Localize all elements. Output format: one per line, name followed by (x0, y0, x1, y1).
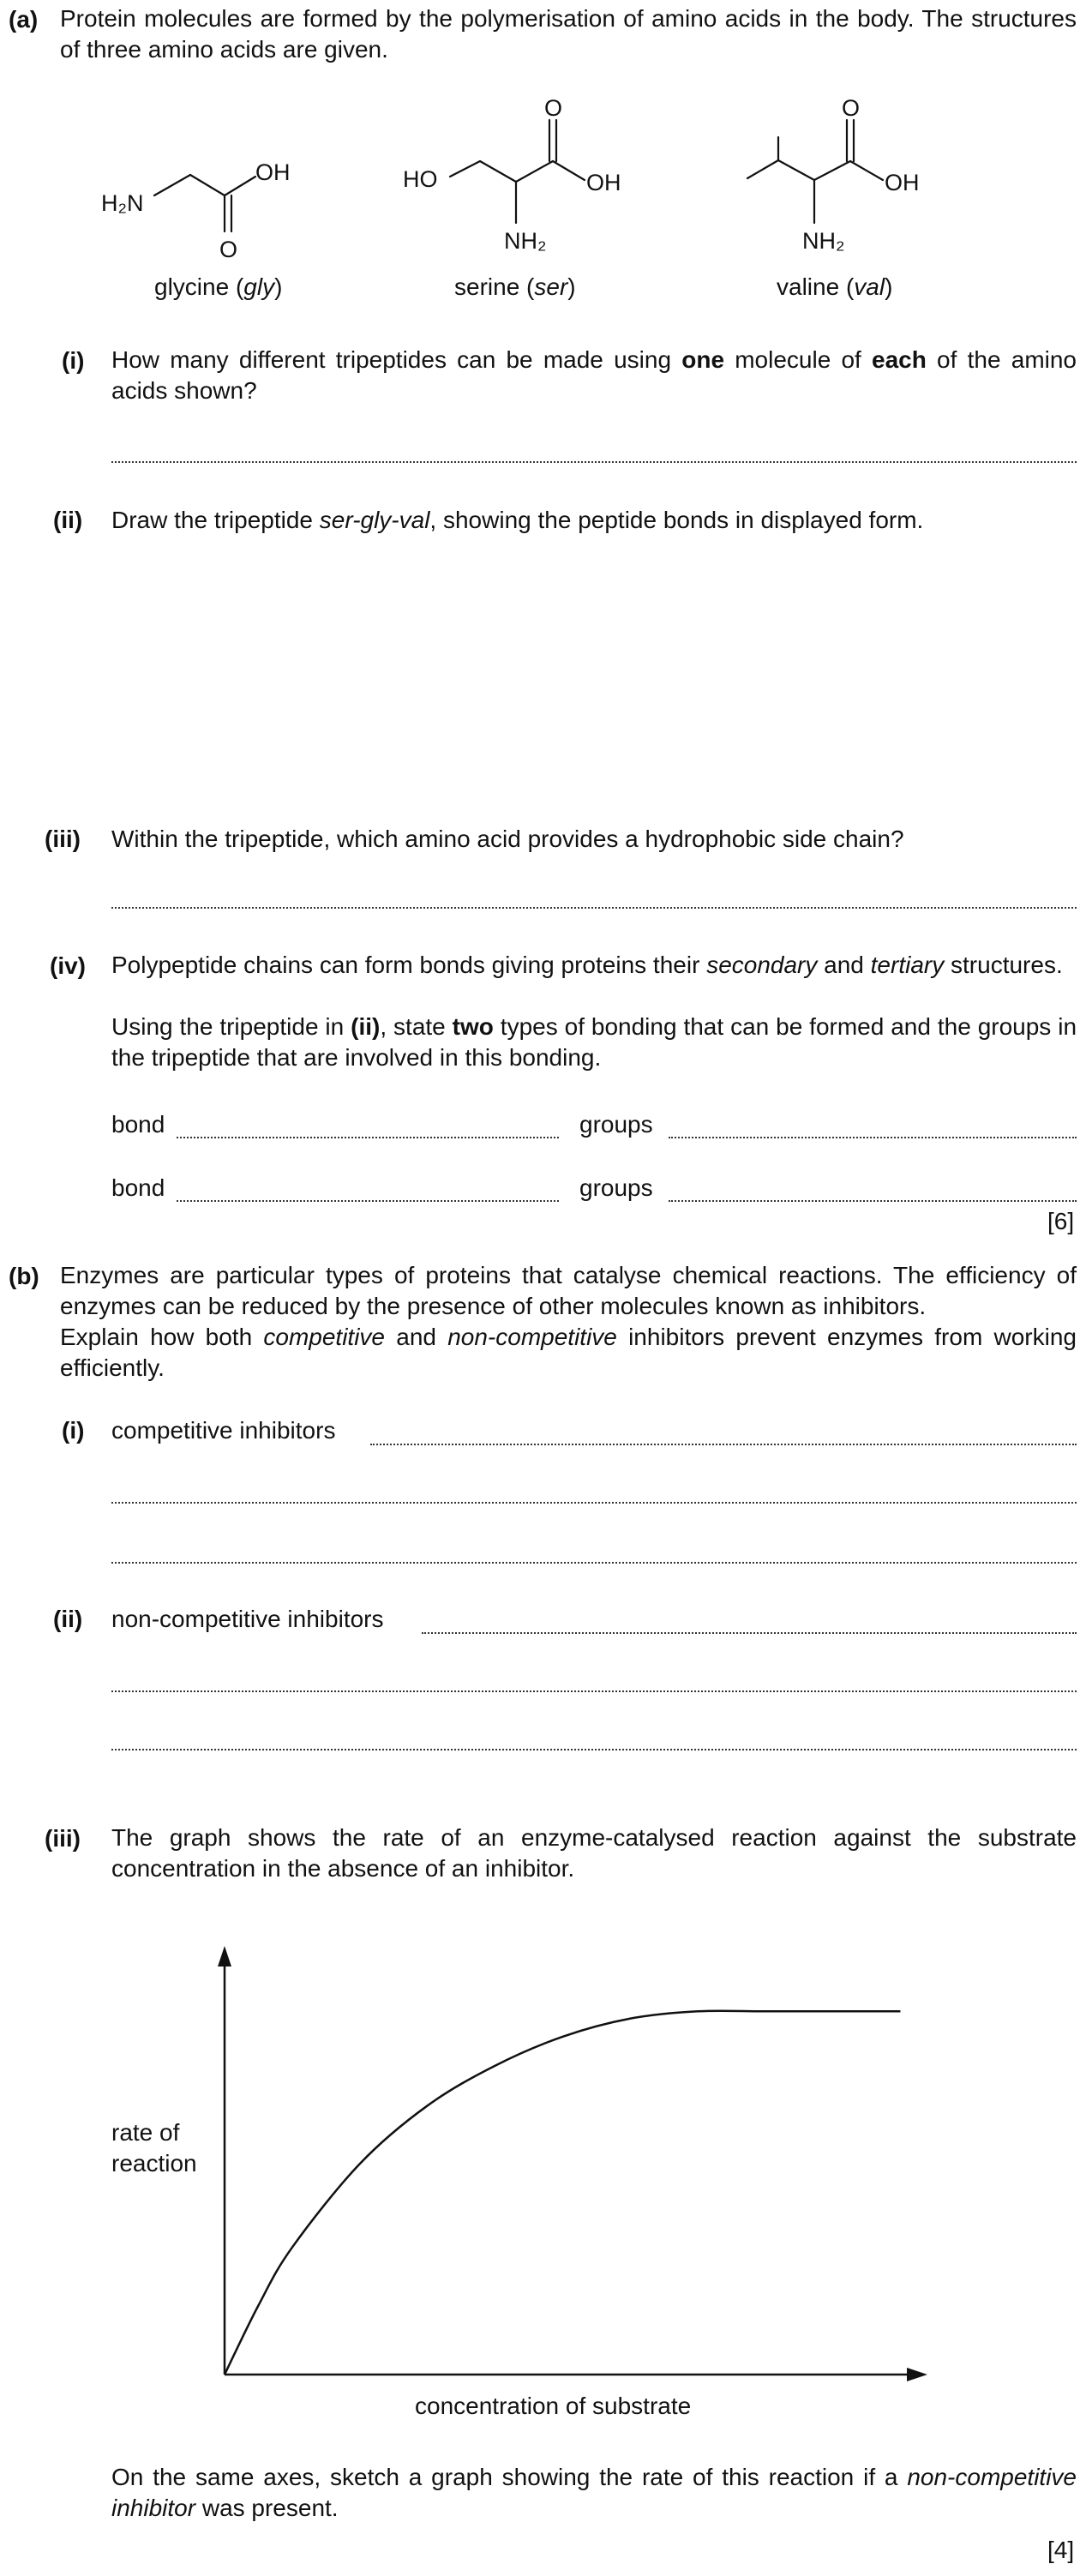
part-b-intro-2: Explain how both competitive and non-competitive inhibitors prevent enzymes from working efficiently. (60, 1324, 1077, 1381)
b-iii-label: (iii) (45, 1825, 81, 1852)
part-b-label: (b) (9, 1263, 39, 1289)
a-iv-bond-label-2: bond (111, 1174, 165, 1201)
valine-oh-label: OH (885, 170, 920, 195)
b-i-answer-line-3[interactable] (111, 1562, 1077, 1564)
a-iv-question-2: Using the tripeptide in (ii), state two types of bonding that can be formed and the groups in the tripeptide that are involved in this bonding. (111, 1013, 1077, 1071)
b-i-answer-line-1[interactable] (370, 1444, 1077, 1445)
b-ii-answer-line-2[interactable] (111, 1690, 1077, 1692)
a-iv-bond-answer-2[interactable] (177, 1200, 559, 1202)
x-axis-arrowhead (907, 2368, 927, 2381)
a-iv-label: (iv) (50, 952, 86, 979)
serine-nh2-label: NH₂ (504, 228, 547, 254)
a-i-answer-line[interactable] (111, 461, 1077, 463)
rate-chart[interactable] (0, 1886, 1086, 2400)
a-iii-answer-line[interactable] (111, 907, 1077, 909)
b-iii-instruction: On the same axes, sketch a graph showing the rate of this reaction if a non-competitive inhibitor was present. (111, 2464, 1077, 2521)
glycine-o-label: O (219, 237, 238, 262)
serine-o-label: O (544, 95, 563, 121)
series-line-0 (225, 2011, 900, 2375)
a-iv-bond-label-1: bond (111, 1111, 165, 1138)
part-b-marks: [4] (1047, 2537, 1075, 2563)
b-ii-answer-line-1[interactable] (422, 1632, 1077, 1634)
b-ii-label: (ii) (53, 1606, 83, 1632)
b-i-label: (i) (62, 1417, 85, 1444)
a-iv-bond-answer-1[interactable] (177, 1137, 559, 1138)
y-axis-arrowhead (218, 1946, 231, 1967)
part-a-marks: [6] (1047, 1208, 1075, 1234)
a-iv-question-1: Polypeptide chains can form bonds giving proteins their secondary and tertiary structures. (111, 952, 1063, 978)
b-ii-answer-line-3[interactable] (111, 1749, 1077, 1750)
a-ii-drawing-area[interactable] (111, 549, 1077, 797)
a-iii-question: Within the tripeptide, which amino acid provides a hydrophobic side chain? (111, 826, 904, 852)
a-iii-label: (iii) (45, 826, 81, 852)
a-ii-label: (ii) (53, 507, 83, 533)
b-i-question: competitive inhibitors (111, 1417, 336, 1444)
valine-nh2-label: NH₂ (802, 228, 845, 254)
glycine-name: glycine (gly) (154, 273, 283, 300)
a-ii-question: Draw the tripeptide ser-gly-val, showing the peptide bonds in displayed form. (111, 507, 924, 533)
chart-axes (225, 1958, 915, 2375)
a-i-label: (i) (62, 347, 85, 374)
b-ii-question: non-competitive inhibitors (111, 1606, 384, 1632)
b-iii-question: The graph shows the rate of an enzyme-catalysed reaction against the substrate concentration in the absence of an inhibitor. (111, 1824, 1077, 1882)
a-iv-groups-label-2: groups (579, 1174, 653, 1201)
b-i-answer-line-2[interactable] (111, 1502, 1077, 1504)
a-iv-groups-answer-1[interactable] (669, 1137, 1077, 1138)
valine-name: valine (val) (777, 273, 893, 300)
part-b-intro-1: Enzymes are particular types of proteins that catalyse chemical reactions. The efficiency of enzymes can be reduced by the presence of other molecules known as inhibitors. (60, 1262, 1077, 1319)
a-iv-groups-answer-2[interactable] (669, 1200, 1077, 1202)
part-a-label: (a) (9, 6, 39, 33)
serine-ho-label: HO (403, 166, 438, 192)
chart-ylabel: rate of reaction (111, 2119, 197, 2177)
glycine-h2n-label: H₂N (101, 190, 144, 216)
glycine-oh-label: OH (255, 159, 291, 185)
a-iv-groups-label-1: groups (579, 1111, 653, 1138)
valine-o-label: O (842, 95, 861, 121)
serine-oh-label: OH (586, 170, 621, 195)
serine-name: serine (ser) (454, 273, 576, 300)
part-a-intro: Protein molecules are formed by the polymerisation of amino acids in the body. The structures of three amino acids are given. (60, 5, 1077, 63)
chart-xlabel: concentration of substrate (415, 2393, 692, 2419)
a-i-question: How many different tripeptides can be made using one molecule of each of the amino acids shown? (111, 346, 1077, 404)
